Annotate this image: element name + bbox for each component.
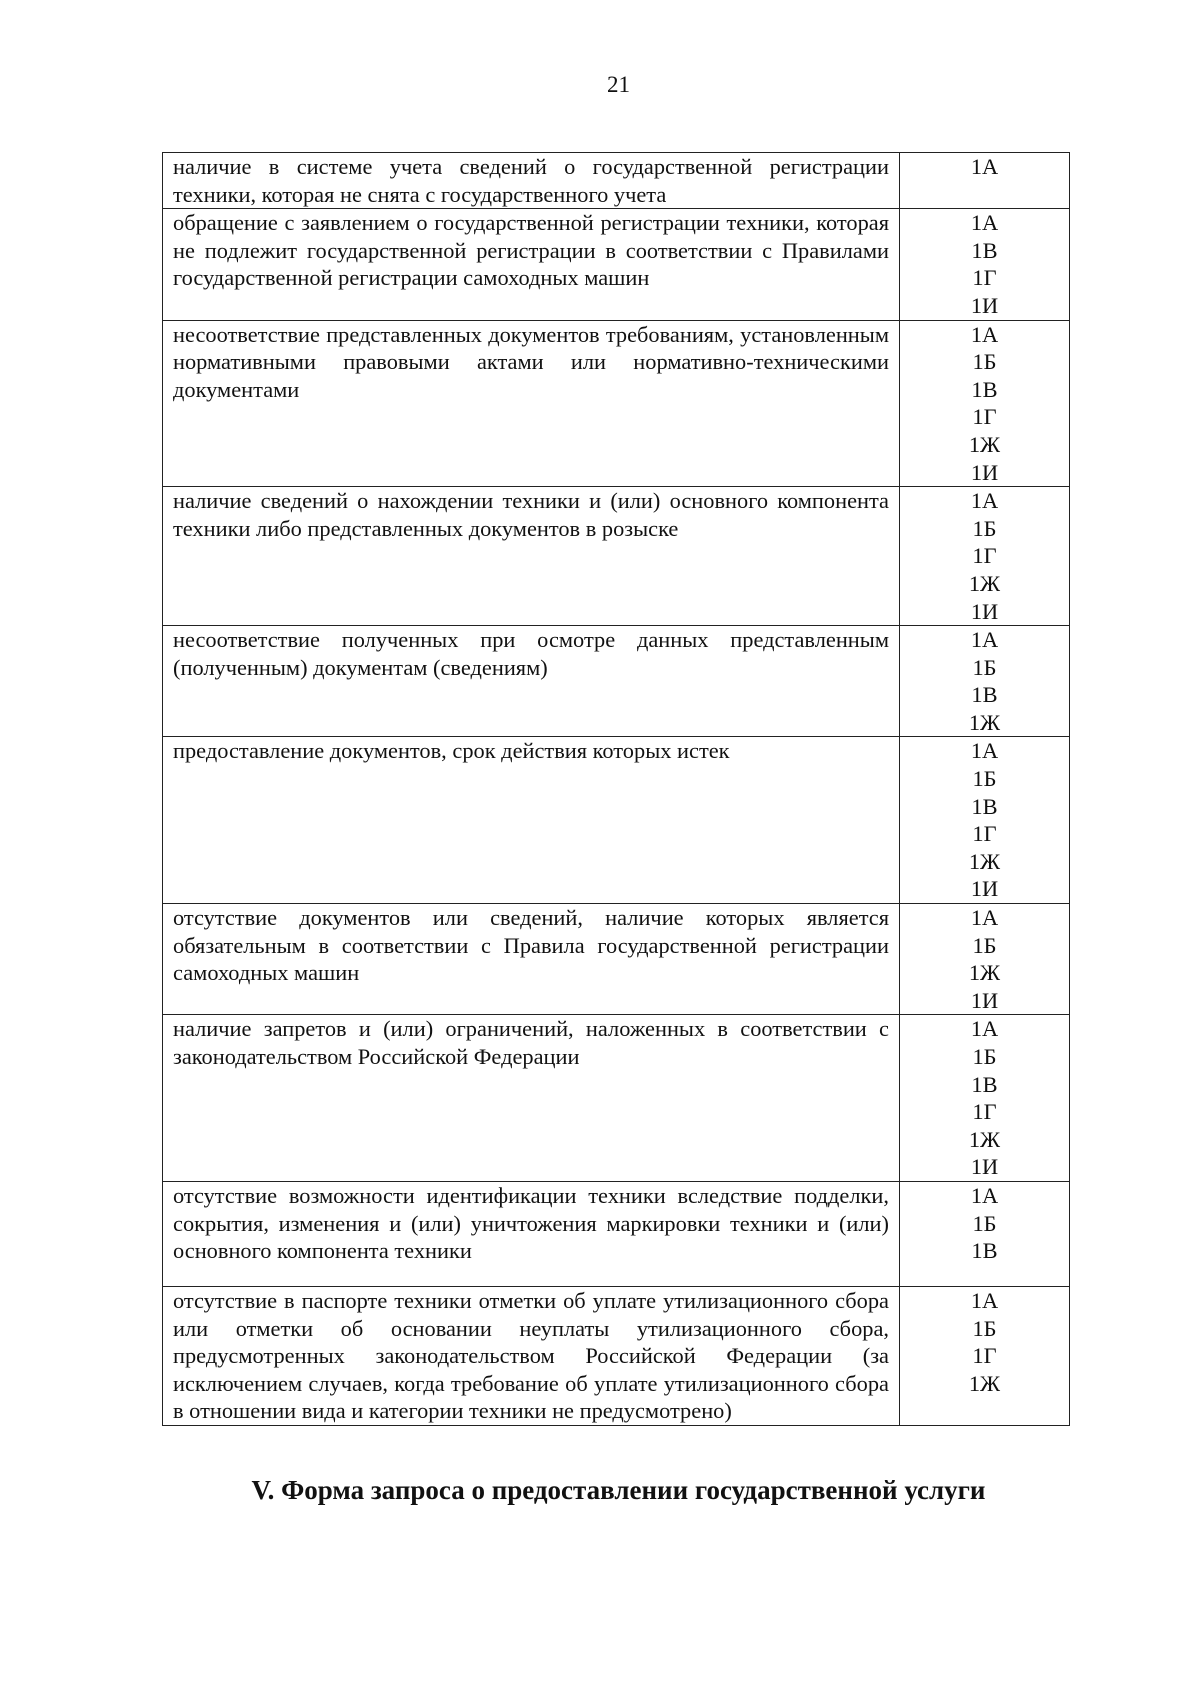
grounds-table	[162, 152, 1070, 1426]
variant-code: 1В	[971, 793, 998, 819]
table-row	[163, 1015, 1070, 1182]
variant-code: 1Б	[972, 1044, 997, 1069]
variant-code: 1В	[971, 376, 998, 402]
variant-code: 1Б	[972, 515, 997, 541]
table-row	[163, 737, 1070, 904]
codes-cell	[900, 737, 1070, 904]
variant-code: 1В	[971, 1071, 998, 1097]
variant-code: 1Б	[972, 1315, 997, 1341]
variant-code: 1Б	[972, 654, 997, 680]
codes-cell	[900, 904, 1070, 1015]
variant-code: 1Г	[972, 821, 997, 847]
condition-cell: предоставление документов, срок действия которых истек	[163, 737, 900, 904]
table-row	[163, 320, 1070, 487]
variant-code: 1Г	[972, 1343, 997, 1369]
variant-code: 1А	[970, 210, 999, 236]
variant-code: 1Ж	[968, 709, 1001, 735]
codes-cell	[900, 320, 1070, 487]
condition-cell: несоответствие представленных документов требованиям, установленным нормативными правовыми актами или нормативно-техническими документами	[163, 320, 900, 487]
variant-code: 1Б	[972, 349, 997, 375]
codes-cell	[900, 1286, 1070, 1425]
condition-cell: обращение с заявлением о государственной регистрации техники, которая не подлежит государственной регистрации в соответствии с Правилами государственной регистрации самоходных машин	[163, 209, 900, 320]
condition-cell: отсутствие в паспорте техники отметки об уплате утилизационного сбора или отметки об основании неуплаты утилизационного сбора, предусмотренных законодательством Российской Федерации (за исключением случаев, когда требование об уплате утилизационного сбора в отношении вида и категории техники не предусмотрено)	[163, 1286, 900, 1425]
table-row	[163, 1286, 1070, 1425]
variant-code: 1Ж	[968, 431, 1001, 457]
condition-cell: наличие запретов и (или) ограничений, наложенных в соответствии с законодательством Российской Федерации	[163, 1015, 900, 1182]
variant-code: 1Ж	[968, 570, 1001, 596]
variant-code: 1В	[971, 1238, 998, 1264]
variant-code: 1Б	[972, 766, 997, 792]
table-row	[163, 626, 1070, 737]
variant-code: 1А	[970, 321, 999, 347]
variant-code: 1И	[970, 459, 999, 485]
codes-cell	[900, 1181, 1070, 1286]
codes-cell	[900, 153, 1070, 209]
codes-cell	[900, 626, 1070, 737]
variant-code: 1И	[970, 1154, 999, 1180]
variant-code: 1Г	[972, 265, 997, 291]
variant-code: 1А	[970, 905, 999, 931]
variant-code: 1А	[970, 627, 999, 653]
variant-code: 1А	[970, 488, 999, 514]
condition-cell: отсутствие возможности идентификации техники вследствие подделки, сокрытия, изменения и (или) уничтожения маркировки техники и (или) основного компонента техники	[163, 1181, 900, 1286]
variant-code: 1Ж	[968, 1126, 1001, 1152]
variant-code: 1И	[970, 876, 999, 902]
variant-code: 1Б	[972, 932, 997, 958]
variant-code: 1Г	[972, 1099, 997, 1125]
variant-code: 1А	[970, 1016, 999, 1042]
variant-code: 1Ж	[968, 960, 1001, 986]
variant-code: 1Б	[972, 1210, 997, 1236]
section-heading: V. Форма запроса о предоставлении государственной услуги	[251, 1475, 986, 1505]
page-number: 21	[607, 72, 630, 97]
codes-cell	[900, 209, 1070, 320]
variant-code: 1Ж	[968, 848, 1001, 874]
table-row	[163, 209, 1070, 320]
variant-code: 1А	[970, 154, 999, 179]
table-row	[163, 153, 1070, 209]
table-row	[163, 1181, 1070, 1286]
variant-code: 1Г	[972, 543, 997, 569]
variant-code: 1И	[970, 292, 999, 318]
variant-code: 1Ж	[968, 1370, 1001, 1396]
condition-cell: отсутствие документов или сведений, наличие которых является обязательным в соответствии с Правила государственной регистрации самоходных машин	[163, 904, 900, 1015]
variant-code: 1В	[971, 682, 998, 708]
variant-code: 1Г	[972, 404, 997, 430]
variant-code: 1И	[970, 598, 999, 624]
variant-code: 1А	[970, 1287, 999, 1313]
codes-cell	[900, 487, 1070, 626]
table-row	[163, 487, 1070, 626]
condition-cell: наличие в системе учета сведений о государственной регистрации техники, которая не снята с государственного учета	[163, 153, 900, 209]
condition-cell: наличие сведений о нахождении техники и (или) основного компонента техники либо представленных документов в розыске	[163, 487, 900, 626]
condition-cell: несоответствие полученных при осмотре данных представленным (полученным) документам (сведениям)	[163, 626, 900, 737]
variant-code: 1И	[970, 987, 999, 1013]
variant-code: 1А	[970, 1182, 999, 1208]
table-row	[163, 904, 1070, 1015]
variant-code: 1А	[970, 738, 999, 764]
variant-code: 1В	[971, 237, 998, 263]
codes-cell	[900, 1015, 1070, 1182]
